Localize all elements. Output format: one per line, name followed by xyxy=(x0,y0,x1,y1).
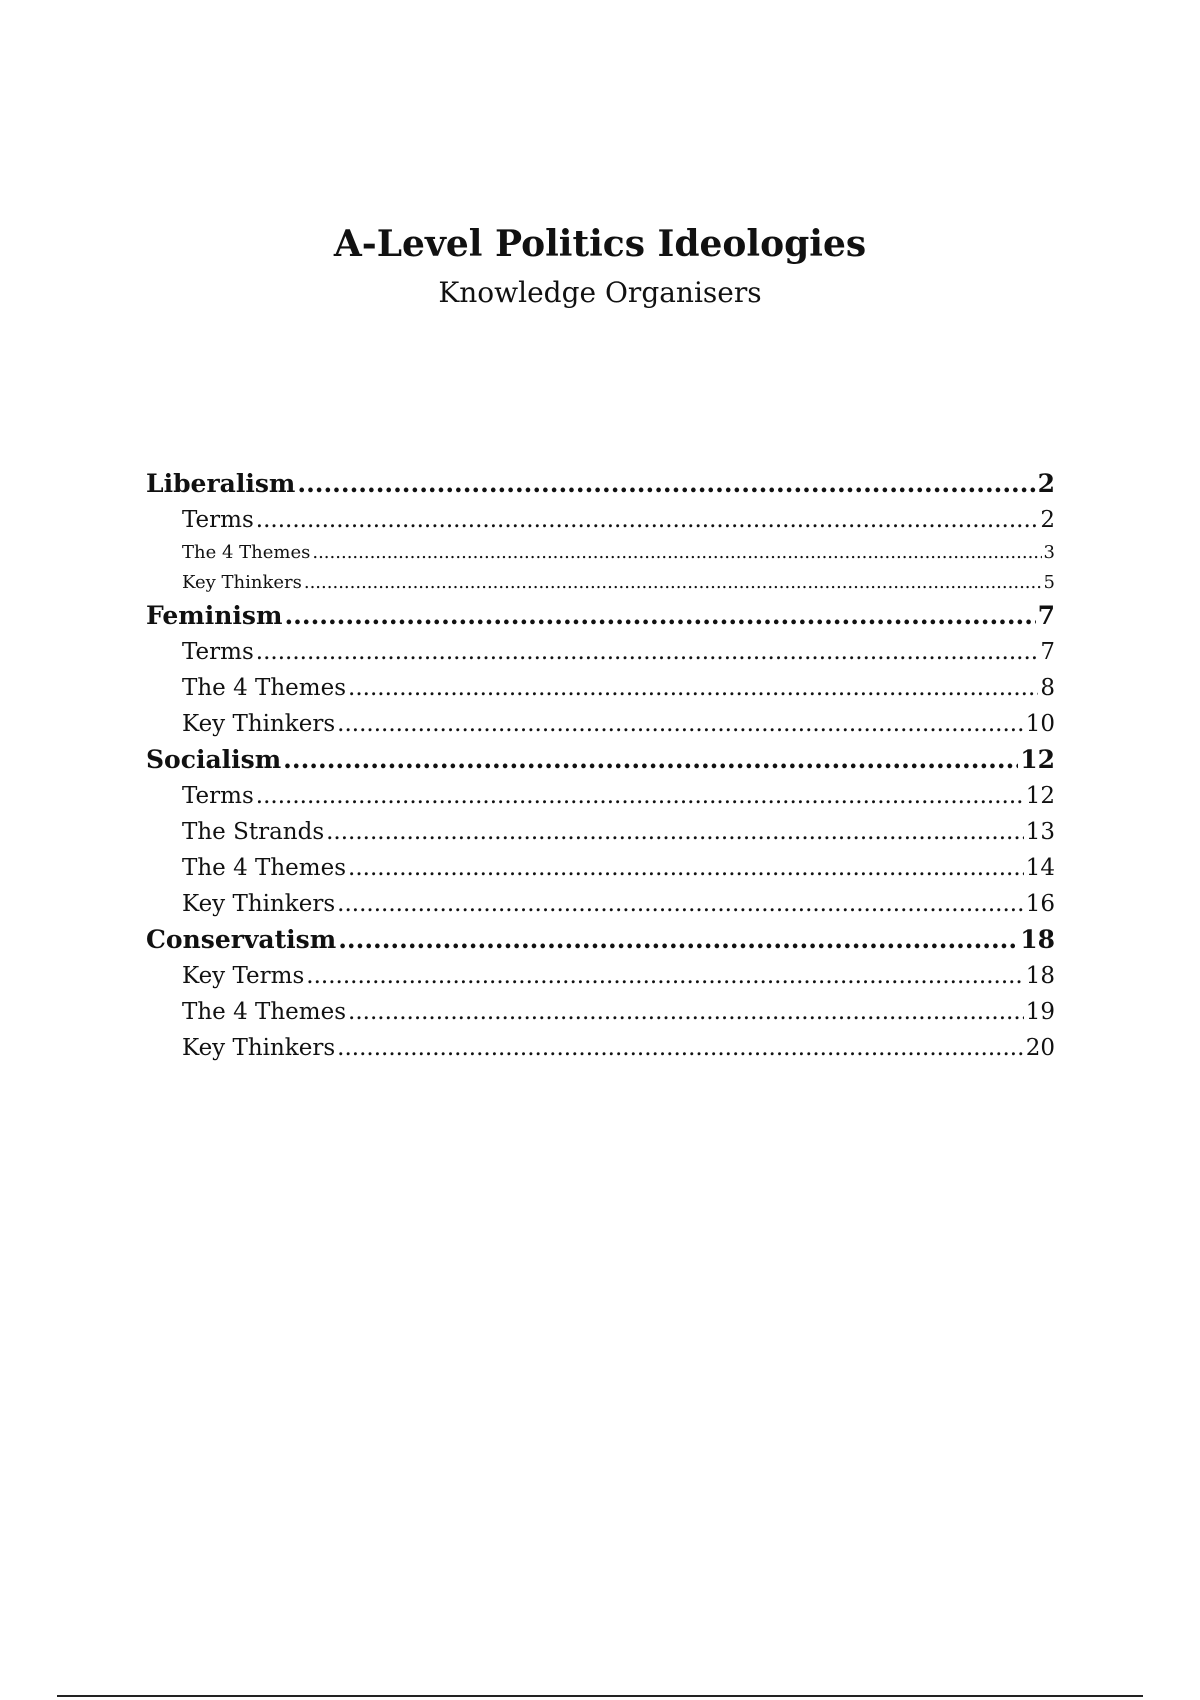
toc-entry-page: 7 xyxy=(1040,639,1055,665)
toc-entry-label: The 4 Themes xyxy=(182,542,311,563)
dot-leader xyxy=(348,850,1024,886)
footer-divider xyxy=(57,1695,1143,1697)
toc-entry-label: Key Thinkers xyxy=(182,891,336,917)
dot-leader xyxy=(337,706,1024,742)
toc-entry-feminism[interactable] xyxy=(146,598,1055,634)
toc-entry-socialism-strands[interactable] xyxy=(146,814,1055,850)
toc-entry-page: 3 xyxy=(1043,542,1055,563)
toc-entry-feminism-thinkers[interactable] xyxy=(146,706,1055,742)
dot-leader xyxy=(284,598,1035,634)
toc-entry-page: 2 xyxy=(1040,507,1055,533)
dot-leader xyxy=(338,922,1018,958)
dot-leader xyxy=(304,568,1042,598)
toc-entry-socialism-terms[interactable] xyxy=(146,778,1055,814)
toc-entry-label: Terms xyxy=(182,507,254,533)
toc-entry-conservatism-thinkers[interactable] xyxy=(146,1030,1055,1066)
dot-leader xyxy=(337,1030,1024,1066)
toc-entry-liberalism[interactable] xyxy=(146,466,1055,502)
toc-entry-page: 16 xyxy=(1025,891,1055,917)
page-subtitle: Knowledge Organisers xyxy=(438,276,762,309)
dot-leader xyxy=(256,502,1039,538)
dot-leader xyxy=(256,634,1039,670)
dot-leader xyxy=(297,466,1035,502)
toc-entry-label: Liberalism xyxy=(146,469,296,498)
toc-entry-label: Key Thinkers xyxy=(182,711,336,737)
toc-entry-label: Feminism xyxy=(146,601,283,630)
toc-entry-page: 19 xyxy=(1025,999,1055,1025)
toc-entry-liberalism-thinkers[interactable] xyxy=(146,568,1055,598)
toc-entry-page: 20 xyxy=(1025,1035,1055,1061)
toc-entry-page: 7 xyxy=(1037,601,1055,630)
toc-entry-label: Socialism xyxy=(146,745,282,774)
toc-entry-label: The 4 Themes xyxy=(182,855,347,881)
table-of-contents xyxy=(146,466,1055,1066)
toc-entry-page: 13 xyxy=(1025,819,1055,845)
toc-entry-page: 18 xyxy=(1025,963,1055,989)
toc-entry-page: 2 xyxy=(1037,469,1055,498)
toc-entry-page: 12 xyxy=(1020,745,1055,774)
toc-entry-conservatism-themes[interactable] xyxy=(146,994,1055,1030)
toc-entry-label: Terms xyxy=(182,639,254,665)
toc-entry-label: Key Thinkers xyxy=(182,1035,336,1061)
toc-entry-conservatism-terms[interactable] xyxy=(146,958,1055,994)
page-title: A-Level Politics Ideologies xyxy=(333,223,867,265)
toc-entry-socialism-themes[interactable] xyxy=(146,850,1055,886)
toc-entry-page: 5 xyxy=(1043,572,1055,593)
toc-entry-page: 14 xyxy=(1025,855,1055,881)
dot-leader xyxy=(256,778,1024,814)
toc-entry-feminism-themes[interactable] xyxy=(146,670,1055,706)
toc-entry-page: 8 xyxy=(1040,675,1055,701)
toc-entry-page: 10 xyxy=(1025,711,1055,737)
toc-entry-socialism-thinkers[interactable] xyxy=(146,886,1055,922)
toc-entry-liberalism-terms[interactable] xyxy=(146,502,1055,538)
toc-entry-label: The Strands xyxy=(182,819,325,845)
dot-leader xyxy=(326,814,1024,850)
toc-entry-feminism-terms[interactable] xyxy=(146,634,1055,670)
toc-entry-conservatism[interactable] xyxy=(146,922,1055,958)
toc-entry-socialism[interactable] xyxy=(146,742,1055,778)
toc-entry-label: Key Thinkers xyxy=(182,572,302,593)
dot-leader xyxy=(283,742,1018,778)
toc-entry-label: Conservatism xyxy=(146,925,337,954)
toc-entry-page: 18 xyxy=(1020,925,1055,954)
toc-entry-liberalism-themes[interactable] xyxy=(146,538,1055,568)
dot-leader xyxy=(348,670,1038,706)
toc-entry-label: Key Terms xyxy=(182,963,305,989)
dot-leader xyxy=(312,538,1041,568)
toc-entry-page: 12 xyxy=(1025,783,1055,809)
dot-leader xyxy=(306,958,1023,994)
toc-entry-label: The 4 Themes xyxy=(182,999,347,1025)
toc-entry-label: The 4 Themes xyxy=(182,675,347,701)
toc-entry-label: Terms xyxy=(182,783,254,809)
dot-leader xyxy=(348,994,1024,1030)
dot-leader xyxy=(337,886,1024,922)
